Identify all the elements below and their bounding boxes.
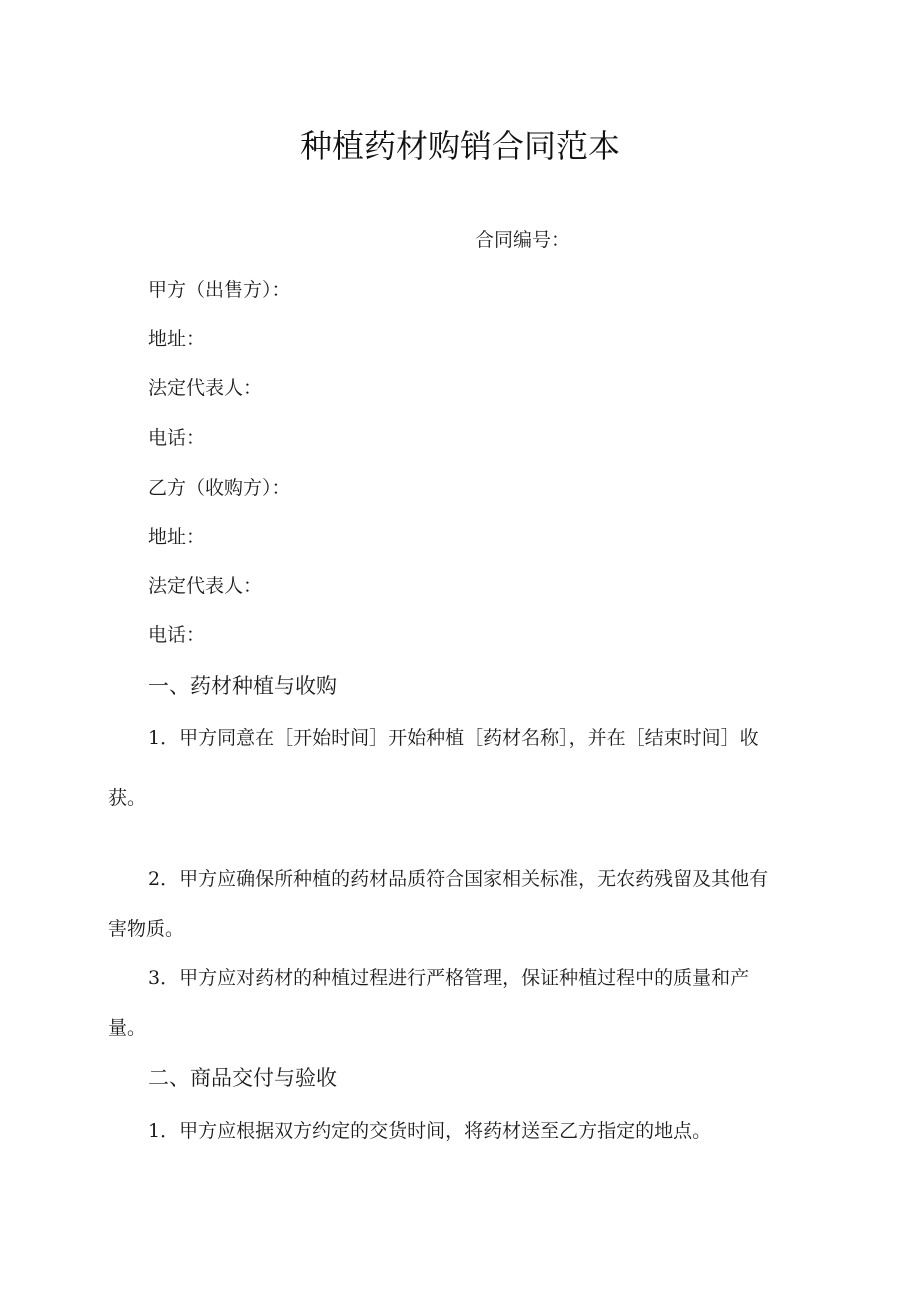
party-b-legal-rep-label: 法定代表人： xyxy=(148,575,263,597)
clause-line: 1．甲方同意在［开始时间］开始种植［药材名称］，并在［结束时间］收 xyxy=(148,727,759,749)
clause-line: 1．甲方应根据双方约定的交货时间，将药材送至乙方指定的地点。 xyxy=(148,1120,712,1142)
party-b-address-label: 地址： xyxy=(148,526,206,548)
section-1-clause-3 xyxy=(108,965,808,1041)
party-a-address-label: 地址： xyxy=(148,328,206,350)
section-1-heading: 一、药材种植与收购 xyxy=(148,674,337,698)
contract-number-label: 合同编号： xyxy=(475,229,571,251)
party-a-label: 甲方（出售方）： xyxy=(148,279,291,301)
section-1-clause-1 xyxy=(108,725,808,811)
clause-line: 2．甲方应确保所种植的药材品质符合国家相关标准，无农药残留及其他有 xyxy=(148,868,769,890)
party-a-phone-label: 电话： xyxy=(148,427,206,449)
party-b-label: 乙方（收购方）： xyxy=(148,477,291,499)
party-b-phone-label: 电话： xyxy=(148,624,206,646)
clause-continuation: 量。 xyxy=(108,1017,147,1039)
clause-continuation: 获。 xyxy=(108,787,147,809)
section-2-heading: 二、商品交付与验收 xyxy=(148,1066,337,1090)
clause-continuation: 害物质。 xyxy=(108,918,185,940)
section-1-clause-2 xyxy=(108,866,808,942)
clause-line: 3．甲方应对药材的种植过程进行严格管理，保证种植过程中的质量和产 xyxy=(148,967,750,989)
document-title: 种植药材购销合同范本 xyxy=(299,127,620,165)
section-2-clause-1 xyxy=(108,1118,808,1144)
party-a-legal-rep-label: 法定代表人： xyxy=(148,377,263,399)
